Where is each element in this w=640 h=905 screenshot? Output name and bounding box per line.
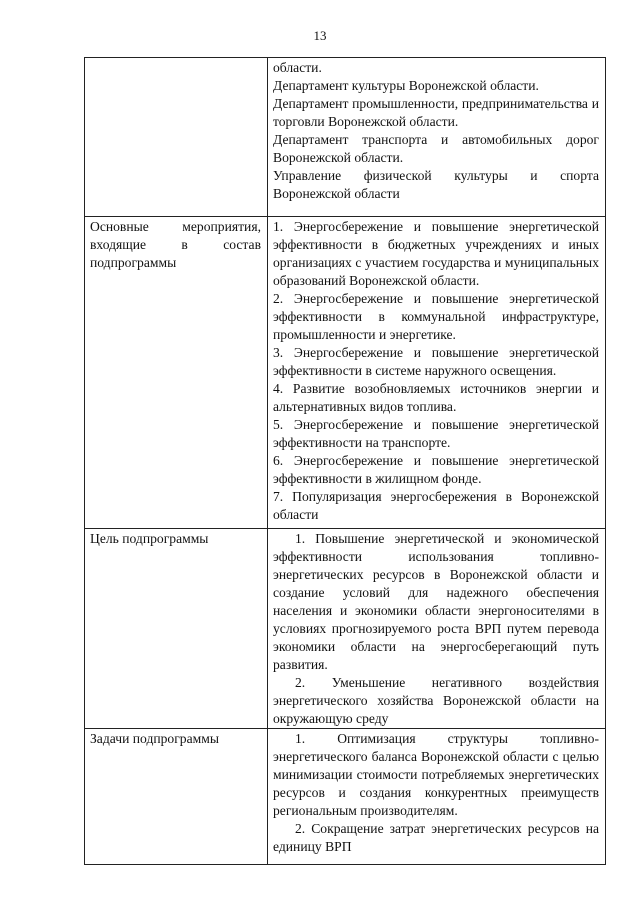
list-item: 7. Популяризация энергосбережения в Воронежской области <box>273 489 599 522</box>
list-item: 4. Развитие возобновляемых источников энергии и альтернативных видов топлива. <box>273 381 599 414</box>
list-item: 3. Энергосбережение и повышение энергетической эффективности в системе наружного освещения. <box>273 345 599 378</box>
list-item: Департамент культуры Воронежской области. <box>273 78 539 93</box>
subprogram-passport-table <box>84 57 606 865</box>
row-label-cell <box>85 729 268 865</box>
row-label-cell <box>85 529 268 729</box>
table-row <box>85 729 606 865</box>
row-label: Задачи подпрограммы <box>90 731 219 746</box>
list-item: 6. Энергосбережение и повышение энергетической эффективности в жилищном фонде. <box>273 453 599 486</box>
list-item: 1. Повышение энергетической и экономической эффективности использования топливно-энергетических ресурсов в Воронежской области и создание условий для надежного обеспечения населения и экономики области энергоносителями в условиях прогнозируемого роста ВРП путем перевода экономики области на энергосберегающий путь развития. <box>273 531 599 672</box>
row-content-cell <box>268 529 606 729</box>
row-content-cell <box>268 58 606 217</box>
table-row <box>85 529 606 729</box>
list-item: Департамент промышленности, предпринимательства и торговли Воронежской области. <box>273 96 599 129</box>
row-label: Основные мероприятия, входящие в состав подпрограммы <box>90 219 261 270</box>
list-item: 2. Уменьшение негативного воздействия энергетического хозяйства Воронежской области на окружающую среду <box>273 675 599 726</box>
row-label-cell <box>85 217 268 529</box>
row-content-cell <box>268 217 606 529</box>
list-item: 2. Энергосбережение и повышение энергетической эффективности в коммунальной инфраструктуре, промышленности и энергетике. <box>273 291 599 342</box>
list-item: 1. Оптимизация структуры топливно-энергетического баланса Воронежской области с целью минимизации стоимости потребляемых энергетических ресурсов и создания конкурентных преимуществ региональным производителям. <box>273 731 599 818</box>
list-item: Департамент транспорта и автомобильных дорог Воронежской области. <box>273 132 599 165</box>
list-item: 1. Энергосбережение и повышение энергетической эффективности в бюджетных учреждениях и иных организациях с участием государства и муниципальных образований Воронежской области. <box>273 219 599 288</box>
list-item: Управление физической культуры и спорта Воронежской области <box>273 168 599 201</box>
row-label-cell <box>85 58 268 217</box>
row-content-cell <box>268 729 606 865</box>
list-item: 2. Сокращение затрат энергетических ресурсов на единицу ВРП <box>273 821 599 854</box>
list-item: области. <box>273 60 322 75</box>
row-label: Цель подпрограммы <box>90 531 209 546</box>
list-item: 5. Энергосбережение и повышение энергетической эффективности на транспорте. <box>273 417 599 450</box>
page-number: 13 <box>313 28 327 43</box>
table-row <box>85 58 606 217</box>
table-row <box>85 217 606 529</box>
